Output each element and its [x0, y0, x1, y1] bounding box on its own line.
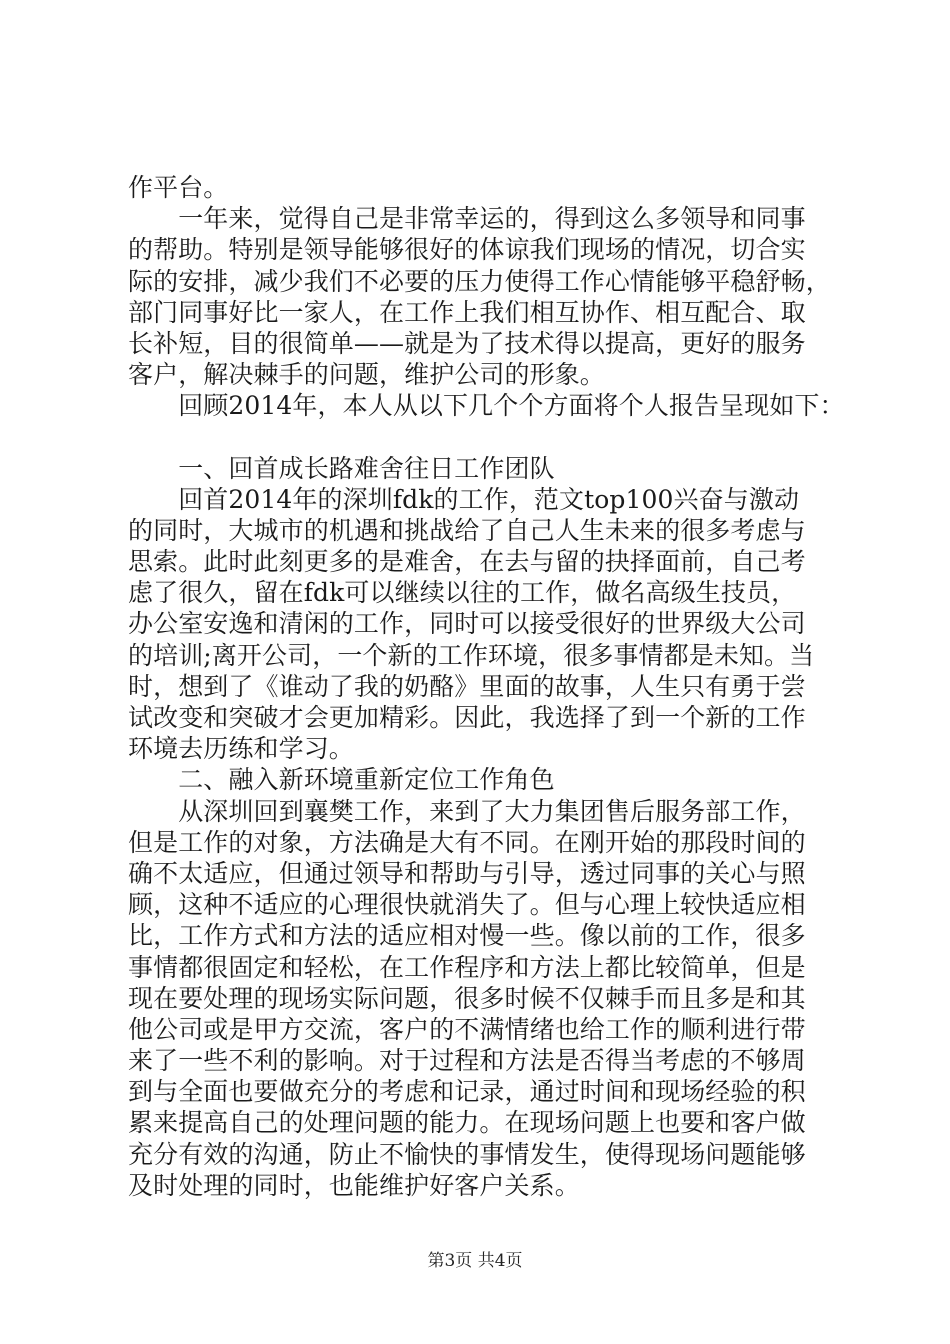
paragraph-line: 回顾2014年，本人从以下几个个方面将个人报告呈现如下： — [128, 391, 845, 421]
section-heading-2: 二、融入新环境重新定位工作角色 — [128, 765, 555, 795]
paragraph-line: 回首2014年的深圳fdk的工作，范文top100兴奋与激动 — [128, 484, 800, 514]
paragraph-line: 虑了很久，留在fdk可以继续以往的工作，做名高级生技员， — [128, 578, 797, 608]
paragraph-line: 现在要处理的现场实际问题，很多时候不仅棘手而且多是和其 — [128, 983, 806, 1013]
paragraph-line: 试改变和突破才会更加精彩。因此，我选择了到一个新的工作 — [128, 703, 806, 732]
paragraph-line: 比，工作方式和方法的适应相对慢一些。像以前的工作，很多 — [128, 921, 806, 951]
blank-line — [128, 422, 828, 453]
paragraph-line: 到与全面也要做充分的考虑和记录，通过时间和现场经验的积 — [128, 1077, 806, 1107]
paragraph-line: 来了一些不利的影响。对于过程和方法是否得当考虑的不够周 — [128, 1046, 806, 1076]
paragraph-line: 长补短，目的很简单——就是为了技术得以提高，更好的服务 — [128, 328, 806, 358]
paragraph-line: 累来提高自己的处理问题的能力。在现场问题上也要和客户做 — [128, 1108, 806, 1138]
paragraph-line: 的帮助。特别是领导能够很好的体谅我们现场的情况，切合实 — [128, 235, 806, 265]
paragraph-line: 办公室安逸和清闲的工作，同时可以接受很好的世界级大公司 — [128, 609, 806, 639]
paragraph-line: 时，想到了《谁动了我的奶酪》里面的故事，人生只有勇于尝 — [128, 671, 806, 701]
paragraph-line: 际的安排，减少我们不必要的压力使得工作心情能够平稳舒畅， — [128, 266, 831, 296]
section-heading-1: 一、回首成长路难舍往日工作团队 — [128, 453, 555, 483]
document-body — [128, 172, 845, 1201]
paragraph-line: 客户，解决棘手的问题，维护公司的形象。 — [128, 360, 605, 390]
paragraph-line: 思索。此时此刻更多的是难舍，在去与留的抉择面前，自己考 — [128, 547, 806, 577]
paragraph-line: 的同时，大城市的机遇和挑战给了自己人生未来的很多考虑与 — [128, 515, 806, 545]
paragraph-line: 环境去历练和学习。 — [128, 734, 354, 764]
paragraph-line: 部门同事好比一家人，在工作上我们相互协作、相互配合、取 — [128, 297, 806, 327]
paragraph-line: 他公司或是甲方交流，客户的不满情绪也给工作的顺利进行带 — [128, 1014, 806, 1044]
paragraph-line: 充分有效的沟通，防止不愉快的事情发生，使得现场问题能够 — [128, 1139, 806, 1169]
paragraph-line: 作平台。 — [128, 173, 229, 202]
paragraph-line: 从深圳回到襄樊工作，来到了大力集团售后服务部工作， — [128, 796, 806, 826]
paragraph-line: 但是工作的对象，方法确是大有不同。在刚开始的那段时间的 — [128, 827, 806, 857]
paragraph-line: 事情都很固定和轻松，在工作程序和方法上都比较简单，但是 — [128, 952, 806, 982]
page-number-footer: 第3页 共4页 — [427, 1251, 523, 1271]
paragraph-line: 一年来，觉得自己是非常幸运的，得到这么多领导和同事 — [128, 204, 806, 234]
paragraph-line: 及时处理的同时，也能维护好客户关系。 — [128, 1170, 580, 1200]
paragraph-line: 确不太适应，但通过领导和帮助与引导，透过同事的关心与照 — [128, 858, 806, 888]
paragraph-line: 顾，这种不适应的心理很快就消失了。但与心理上较快适应相 — [128, 890, 806, 920]
paragraph-line: 的培训;离开公司，一个新的工作环境，很多事情都是未知。当 — [128, 640, 815, 670]
